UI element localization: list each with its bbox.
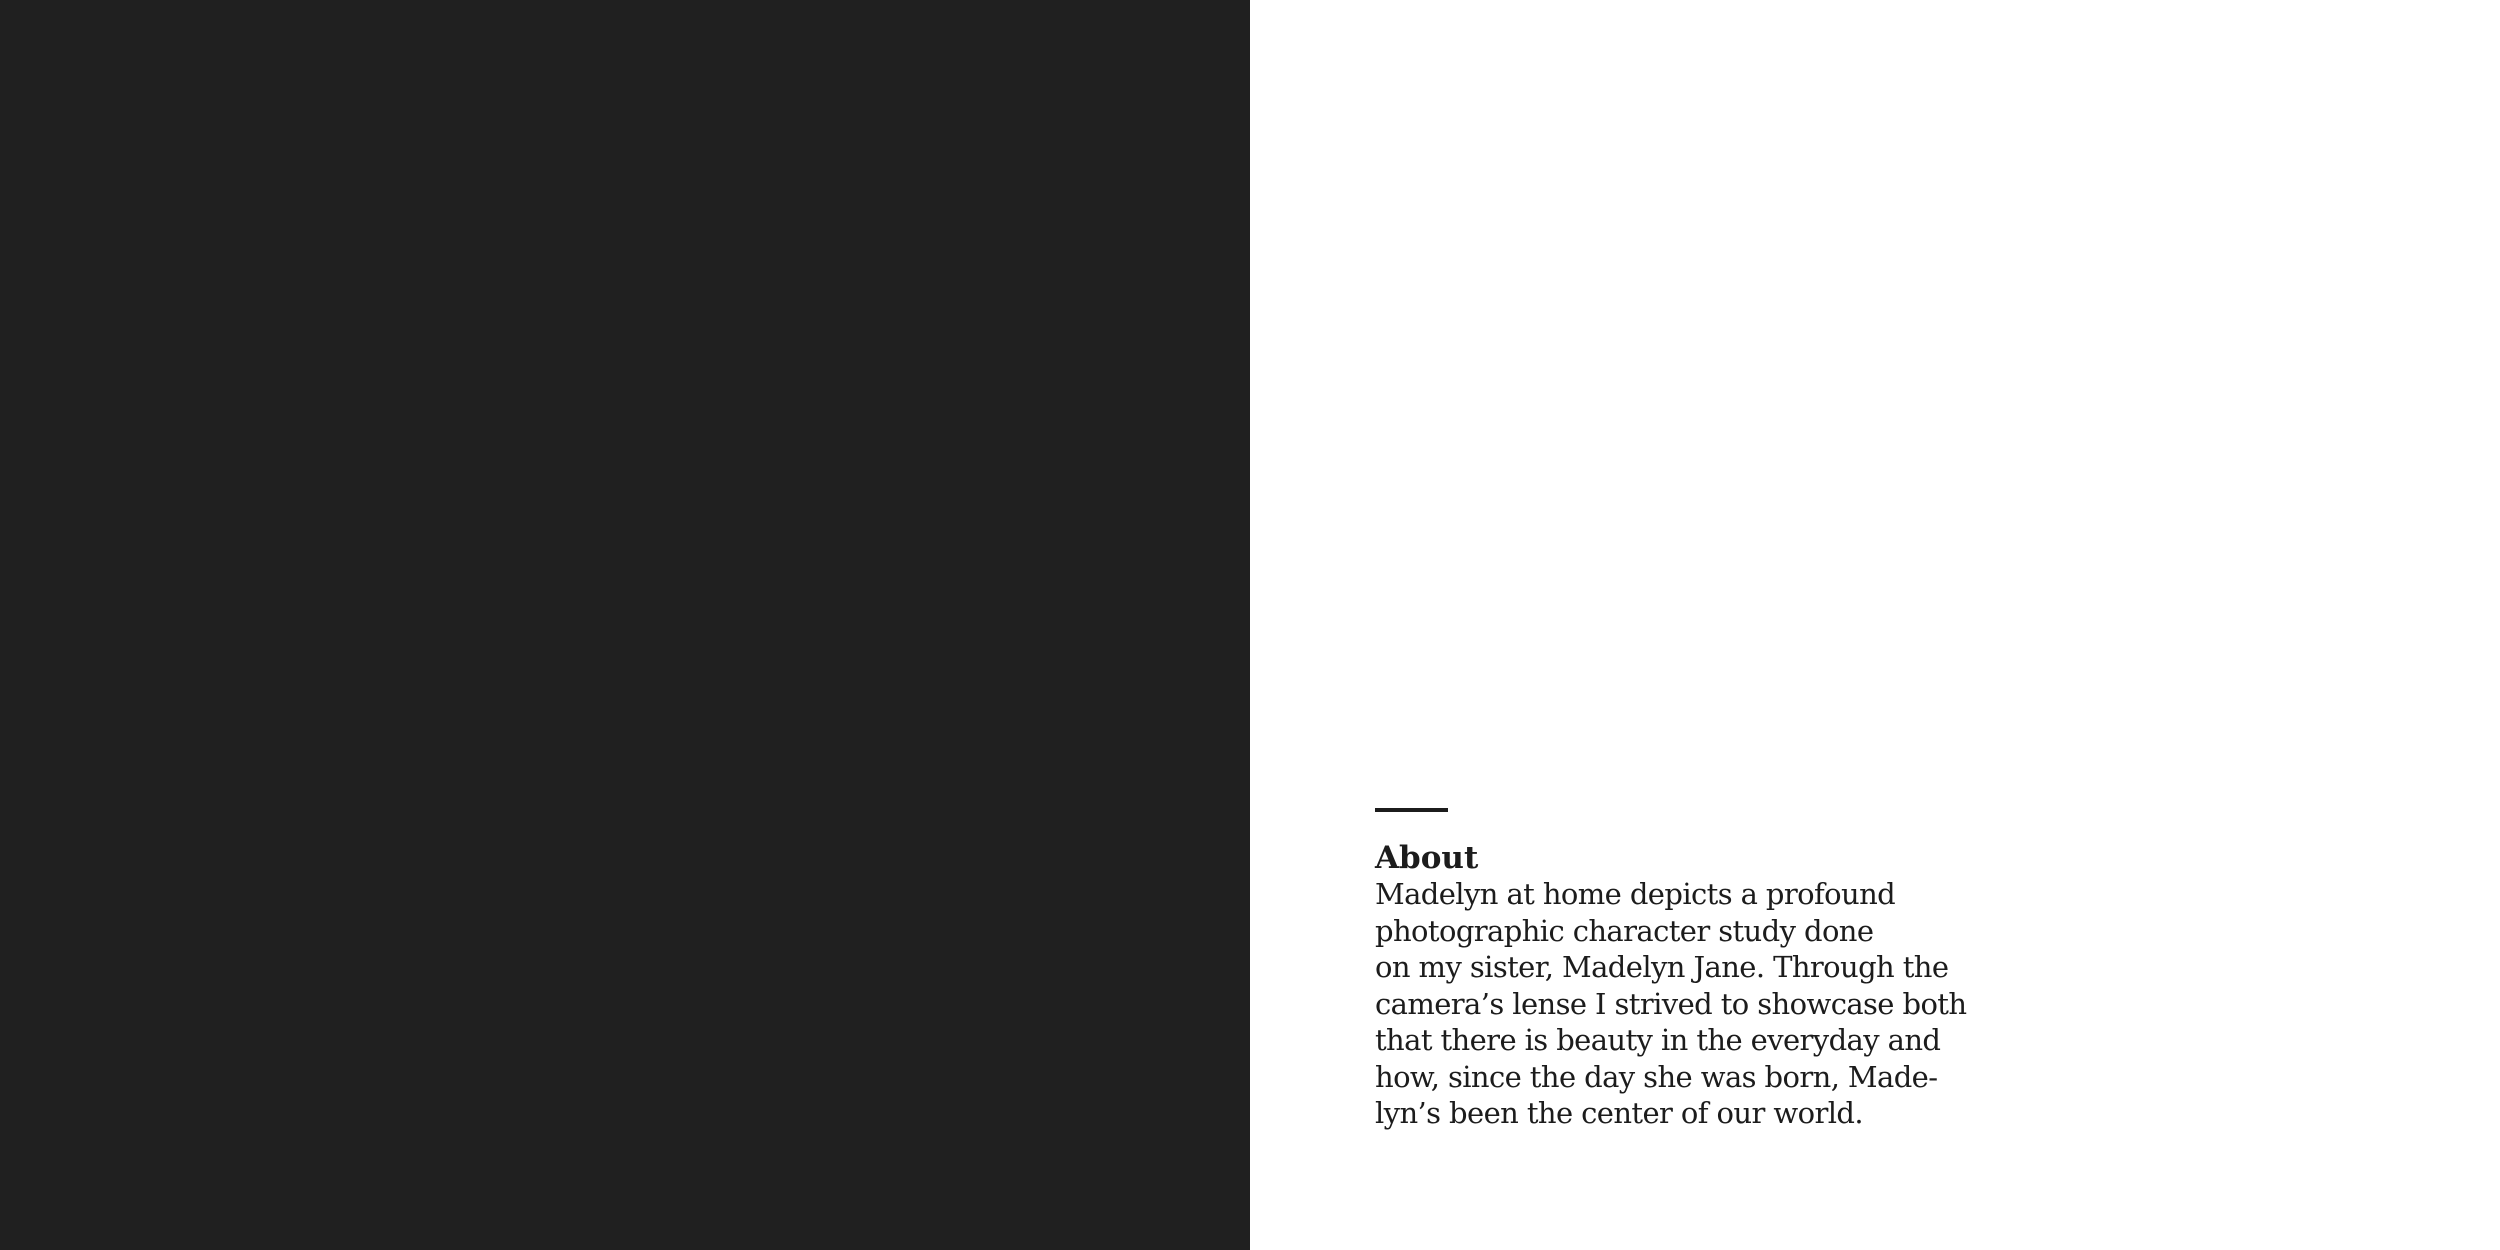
- description-line: camera’s lense I strived to showcase both: [1375, 986, 1967, 1021]
- heading-rule: [1375, 808, 1448, 812]
- right-white-panel: [1250, 0, 2500, 1250]
- about-heading: About: [1375, 840, 1479, 876]
- description-line: on my sister, Madelyn Jane. Through the: [1375, 950, 1949, 984]
- description-line: photographic character study done: [1375, 913, 1874, 948]
- description-line: Madelyn at home depicts a profound: [1375, 877, 1896, 911]
- description-line: that there is beauty in the everyday and: [1375, 1023, 1941, 1057]
- description-line: how, since the day she was born, Made-: [1375, 1059, 1938, 1094]
- description-line: lyn’s been the center of our world.: [1375, 1096, 1863, 1130]
- about-section: [1375, 808, 1967, 1132]
- about-description: [1375, 876, 1967, 1132]
